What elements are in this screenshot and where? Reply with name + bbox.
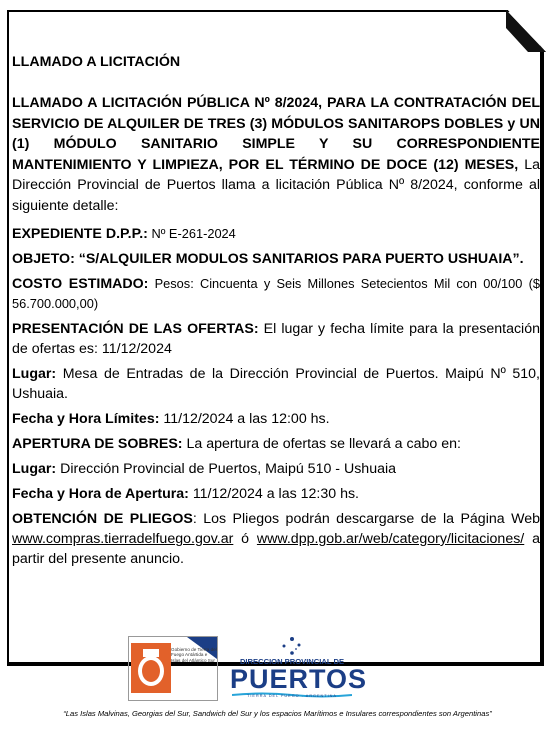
notice-content xyxy=(12,52,540,574)
field-lugar xyxy=(12,364,540,404)
dpp-logo-top-text: DIRECCION PROVINCIAL DE xyxy=(239,657,345,666)
field-label: Lugar: xyxy=(12,366,57,382)
field-label: Fecha y Hora Límites: xyxy=(12,411,160,427)
footer-note: “Las Islas Malvinas, Georgias del Sur, Sandwich del Sur y los espacios Marítimos e Insulares correspondientes son Argentinas” xyxy=(63,709,492,718)
intro-text: La Dirección Provincial de Puertos llama a licitación Pública Nº 8/2024, conforme al siguiente detalle: xyxy=(12,156,540,214)
notice-intro xyxy=(12,93,540,216)
field-value: La apertura de ofertas se llevará a cabo en: xyxy=(182,436,461,452)
field-fecha-limite xyxy=(12,409,540,429)
field-value: El lugar y fecha límite para la presentación de ofertas es: 11/12/2024 xyxy=(12,321,540,357)
field-value: “S/ALQUILER MODULOS SANITARIOS PARA PUERTO USHUAIA”. xyxy=(74,251,524,267)
dpp-logo xyxy=(230,636,368,706)
field-lugar-apertura xyxy=(12,459,540,479)
field-value: Nº E-261-2024 xyxy=(147,226,236,241)
dpp-logo-main-text: PUERTOS xyxy=(230,664,368,694)
pliegos-text: : Los Pliegos podrán descargarse de la Página Web xyxy=(192,511,540,527)
field-value: Pesos: Cincuenta y Seis Millones Setecientos Mil con 00/100 ($ 56.700.000,00) xyxy=(12,276,540,311)
intro-bold: LLAMADO A LICITACIÓN PÚBLICA Nº 8/2024, PARA LA CONTRATACIÓN DEL SERVICIO DE ALQUILER DE TRES (3) MÓDULOS SANITAROPS DOBLES y UN (1) MÓDULO SANITARIO SIMPLE Y SU CORRESPONDIENTE MANTENIMIENTO Y LIMPIEZA, POR EL TÉRMINO DE DOCE (12) MESES, xyxy=(12,95,540,173)
field-label: EXPEDIENTE D.P.P.: xyxy=(12,226,148,242)
government-logo xyxy=(128,636,218,701)
field-apertura xyxy=(12,434,540,454)
southern-cross-stars-icon xyxy=(272,636,312,656)
logos-area xyxy=(0,636,555,706)
field-pliegos xyxy=(12,509,540,569)
dpp-logo-subtext: TIERRA DEL FUEGO - ARGENTINA xyxy=(247,694,337,698)
field-value: 11/12/2024 a las 12:30 hs. xyxy=(188,486,359,502)
field-label: COSTO ESTIMADO: xyxy=(12,276,149,292)
folded-corner-icon xyxy=(506,8,548,54)
field-label: PRESENTACIÓN DE LAS OFERTAS: xyxy=(12,321,259,337)
field-value: Dirección Provincial de Puertos, Maipú 510 - Ushuaia xyxy=(56,461,397,477)
field-label: Lugar: xyxy=(12,461,57,477)
notice-frame xyxy=(7,10,544,666)
compras-link[interactable]: www.compras.tierradelfuego.gov.ar xyxy=(12,531,234,547)
notice-heading: LLAMADO A LICITACIÓN xyxy=(12,54,181,70)
field-objeto xyxy=(12,249,540,269)
field-label: Fecha y Hora de Apertura: xyxy=(12,486,189,502)
field-presentacion xyxy=(12,319,540,359)
field-costo xyxy=(12,274,540,314)
province-shield-icon xyxy=(131,643,171,693)
pliegos-text: ó xyxy=(233,531,257,547)
field-value: 11/12/2024 a las 12:00 hs. xyxy=(159,411,330,427)
field-label: APERTURA DE SOBRES: xyxy=(12,436,183,452)
field-label: OBJETO: xyxy=(12,251,75,267)
field-expediente xyxy=(12,224,540,244)
dpp-licitaciones-link[interactable]: www.dpp.gob.ar/web/category/licitaciones/ xyxy=(256,531,525,547)
pliegos-text: a partir del presente anuncio. xyxy=(12,531,540,567)
pliegos-label: OBTENCIÓN DE PLIEGOS xyxy=(12,511,193,527)
field-value: Mesa de Entradas de la Dirección Provincial de Puertos. Maipú Nº 510, Ushuaia. xyxy=(12,366,540,402)
field-fecha-apertura xyxy=(12,484,540,504)
government-logo-text: Gobierno de Tierra del Fuego Antártida e Islas del Atlántico Sur xyxy=(171,647,217,663)
